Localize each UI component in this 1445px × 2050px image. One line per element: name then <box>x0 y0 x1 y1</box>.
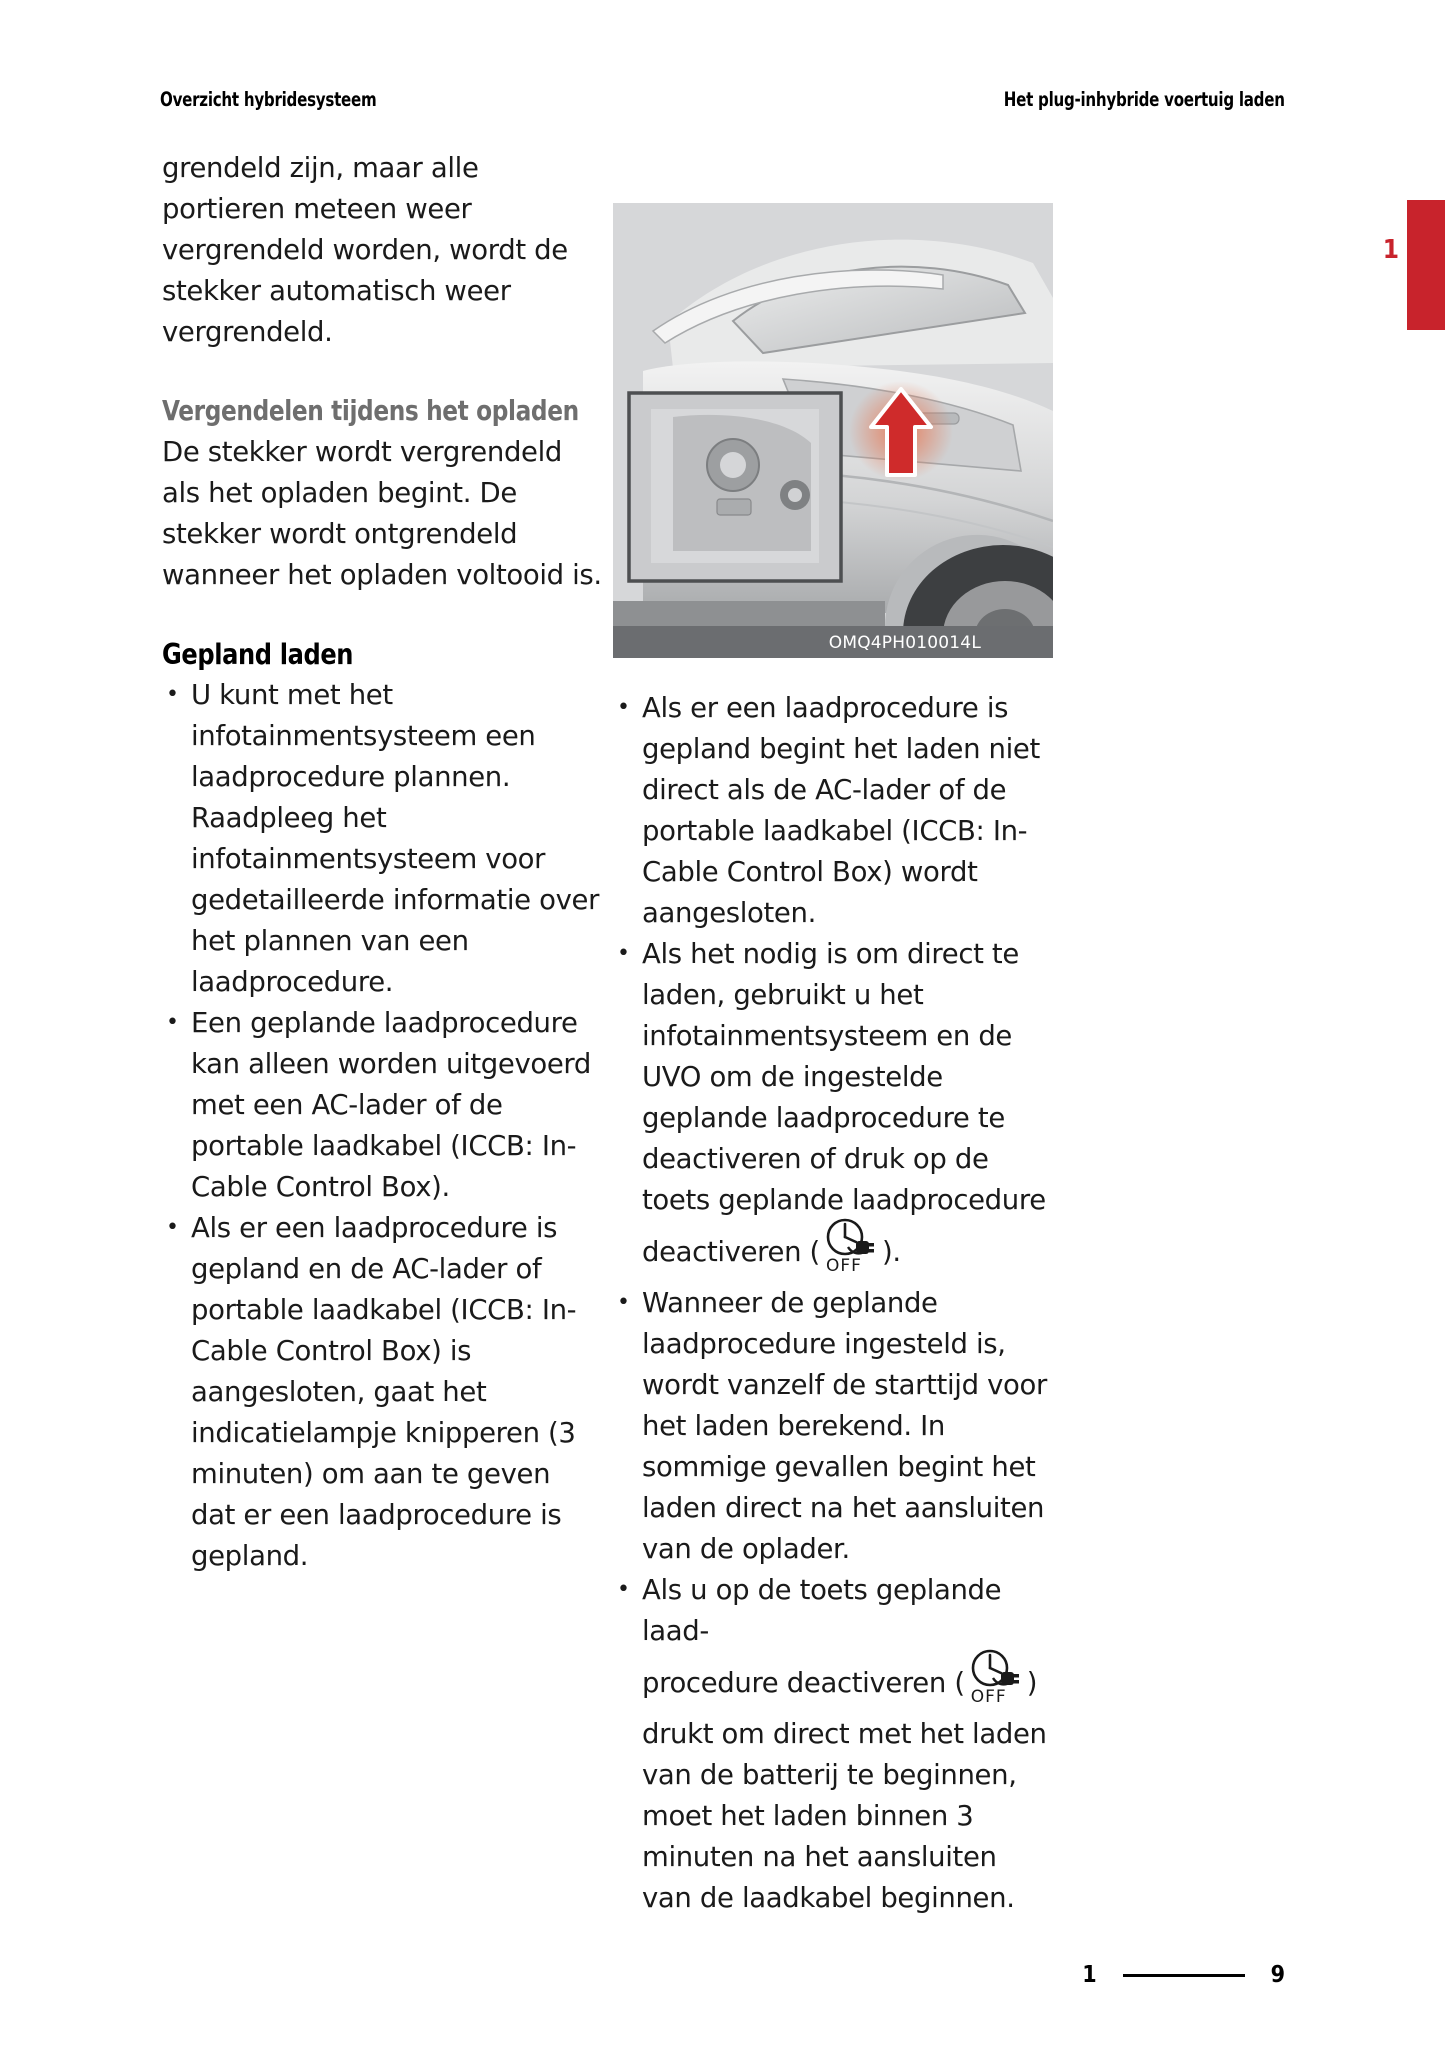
figure-caption: OMQ4PH010014L <box>828 633 981 653</box>
list-item <box>613 1570 1053 1919</box>
footer-chapter-number: 1 <box>1082 1962 1097 1988</box>
left-bullet-list <box>162 675 602 1577</box>
off-label: OFF <box>825 1256 862 1276</box>
off-label: OFF <box>970 1687 1007 1707</box>
main-heading-gepland-laden: Gepland laden <box>162 638 354 671</box>
icon-line <box>642 1221 1053 1283</box>
list-item: • Een geplande laadprocedure kan alleen worden uitgevoerd met een AC-lader of de portable laadkabel (ICCB: In-Cable Control Box). <box>162 1003 602 1208</box>
chapter-tab <box>1407 200 1445 330</box>
list-item-text: Als er een laadprocedure is gepland begint het laden niet direct als de AC-lader of de portable laadkabel (ICCB: In-Cable Control Box) wordt aangesloten. <box>642 692 1040 929</box>
vehicle-rear-illustration <box>613 203 1053 658</box>
continued-paragraph: grendeld zijn, maar alle portieren meteen weer vergrendeld worden, wordt de stekker automatisch weer vergrendeld. <box>162 152 568 348</box>
spacer <box>162 596 602 634</box>
sub-heading-vergendelen: Vergendelen tijdens het opladen <box>162 395 579 427</box>
running-header <box>0 88 1445 118</box>
icon-line-prefix: deactiveren ( <box>642 1236 820 1268</box>
icon-line-suffix: ). <box>881 1236 901 1268</box>
list-item <box>613 688 1053 934</box>
list-item <box>613 934 1053 1283</box>
right-column <box>613 688 1053 1919</box>
icon-line-suffix: ) <box>1026 1667 1038 1699</box>
list-item-text-continued: drukt om direct met het laden van de batterij te beginnen, moet het laden binnen 3 minuten na het aansluiten van de laadkabel beginnen. <box>642 1718 1047 1914</box>
left-column <box>162 148 602 1577</box>
list-item: • U kunt met het infotainmentsysteem een laadprocedure plannen. Raadpleeg het infotainmentsysteem voor gedetailleerde informatie over het plannen van een laadprocedure. <box>162 675 602 1003</box>
list-item: • Als er een laadprocedure is gepland en de AC-lader of portable laadkabel (ICCB: In-Cable Control Box) is aangesloten, gaat het indicatielampje knipperen (3 minuten) om aan te geven dat er een laadprocedure is gepland. <box>162 1208 602 1577</box>
right-bullet-list <box>613 688 1053 1919</box>
spacer <box>162 353 602 391</box>
sub-paragraph: De stekker wordt vergrendeld als het opladen begint. De stekker wordt ontgrendeld wanneer het opladen voltooid is. <box>162 436 602 591</box>
list-item-text: Als u op de toets geplande laad- <box>642 1574 1002 1647</box>
list-item-text: Als het nodig is om direct te laden, gebruikt u het infotainmentsysteem en de UVO om de ingestelde geplande laadprocedure te deactiveren of druk op de toets geplande laadprocedure <box>642 938 1046 1216</box>
scheduled-charging-off-icon <box>822 1221 880 1277</box>
list-item <box>613 1283 1053 1570</box>
scheduled-charging-off-icon <box>967 1652 1025 1708</box>
icon-line-prefix: procedure deactiveren ( <box>642 1667 965 1699</box>
footer-divider <box>1123 1974 1245 1977</box>
footer-inner <box>1082 1962 1285 1988</box>
page-footer <box>0 1962 1445 2002</box>
list-item-text: Wanneer de geplande laadprocedure ingesteld is, wordt vanzelf de starttijd voor het laden berekend. In sommige gevallen begint het laden direct na het aansluiten van de oplader. <box>642 1287 1047 1565</box>
header-section-title: Overzicht hybridesysteem <box>160 88 377 111</box>
footer-page-number: 9 <box>1270 1962 1285 1988</box>
charging-port-illustration <box>613 203 1053 658</box>
header-topic-title: Het plug-inhybride voertuig laden <box>1004 88 1285 111</box>
icon-line <box>642 1652 1053 1714</box>
chapter-tab-number: 1 <box>1382 235 1399 265</box>
